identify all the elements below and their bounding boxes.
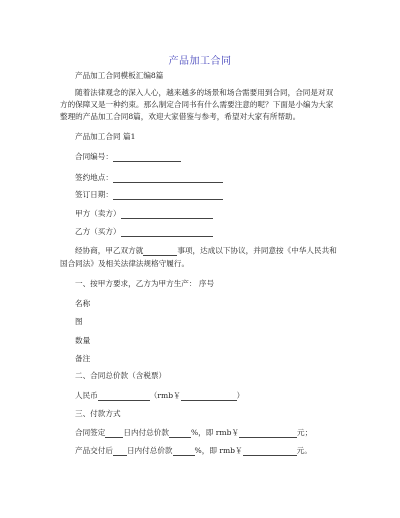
negotiation-line-2: 国合同法》及相关法律法规格守履行。 xyxy=(60,259,190,268)
item-1-title: 一、按甲方要求，乙方为甲方生产： 序号 xyxy=(75,279,215,288)
party-b-label: 乙方（买方） xyxy=(75,227,121,236)
pay2-text-c: %，即 rmb￥ xyxy=(194,446,243,455)
item-2-title: 二、合同总价款（含税票） xyxy=(75,371,167,380)
rmb-paren-open: （rmb￥ xyxy=(149,391,181,400)
party-b-row xyxy=(75,227,213,237)
negotiation-line-1 xyxy=(75,246,337,256)
negotiation-text-b: 事项，达成以下协议，并同意按《中华人民共和 xyxy=(177,246,337,255)
payment-row-2 xyxy=(75,446,312,456)
contract-no-label: 合同编号： xyxy=(75,152,113,161)
sign-place-row xyxy=(75,173,223,183)
party-a-blank xyxy=(121,210,213,219)
negotiation-blank xyxy=(143,247,177,256)
intro-line-3: 整理的产品加工合同8篇，欢迎大家借鉴与参考，希望对大家有所帮助。 xyxy=(60,112,301,121)
sign-date-row xyxy=(75,190,223,200)
document-subtitle: 产品加工合同模板汇编8篇 xyxy=(75,71,164,80)
pay1-amount-blank xyxy=(239,429,297,438)
sign-place-label: 签约地点： xyxy=(75,173,113,182)
pay2-text-a: 产品交付后 xyxy=(75,446,113,455)
field-note: 备注 xyxy=(75,354,91,363)
pay1-text-b: 日内付总价款 xyxy=(123,428,169,437)
pay1-days-blank xyxy=(105,429,123,438)
pay2-percent-blank xyxy=(173,447,195,456)
contract-no-row xyxy=(75,152,181,162)
rmb-amount-blank xyxy=(181,392,237,401)
negotiation-text-a: 经协商，甲乙双方就 xyxy=(75,246,144,255)
payment-row-1 xyxy=(75,428,312,438)
contract-no-blank xyxy=(113,153,181,162)
party-a-row xyxy=(75,209,213,219)
rmb-row xyxy=(75,391,244,401)
party-b-blank xyxy=(121,228,213,237)
rmb-words-blank xyxy=(98,392,150,401)
field-drawing: 图 xyxy=(75,317,83,326)
pay1-text-a: 合同签定 xyxy=(75,428,106,437)
item-3-title: 三、付款方式 xyxy=(75,409,121,418)
pay2-days-blank xyxy=(113,447,127,456)
field-name: 名称 xyxy=(75,299,91,308)
pay2-amount-blank xyxy=(243,447,297,456)
document-title: 产品加工合同 xyxy=(168,56,232,67)
pay2-text-d: 元。 xyxy=(296,446,312,455)
rmb-label: 人民币 xyxy=(75,391,98,400)
intro-line-2: 方的保障又是一种约束。那么制定合同书有什么需要注意的呢？下面是小编为大家 xyxy=(60,100,334,109)
field-quantity: 数量 xyxy=(75,336,91,345)
sign-place-blank xyxy=(113,174,223,183)
sign-date-label: 签订日期： xyxy=(75,190,113,199)
intro-line-1: 随着法律观念的深入人心，越来越多的场景和场合需要用到合同，合同是对双 xyxy=(75,88,334,97)
pay1-text-c: %，即 rmb￥ xyxy=(190,428,240,437)
pay1-percent-blank xyxy=(169,429,191,438)
party-a-label: 甲方（卖方） xyxy=(75,209,121,218)
pay2-text-b: 日内付总价款 xyxy=(126,446,173,455)
sign-date-blank xyxy=(113,191,223,200)
pay1-text-d: 元； xyxy=(297,428,313,437)
rmb-paren-close: ） xyxy=(236,391,245,400)
section-title: 产品加工合同 篇1 xyxy=(75,132,136,141)
